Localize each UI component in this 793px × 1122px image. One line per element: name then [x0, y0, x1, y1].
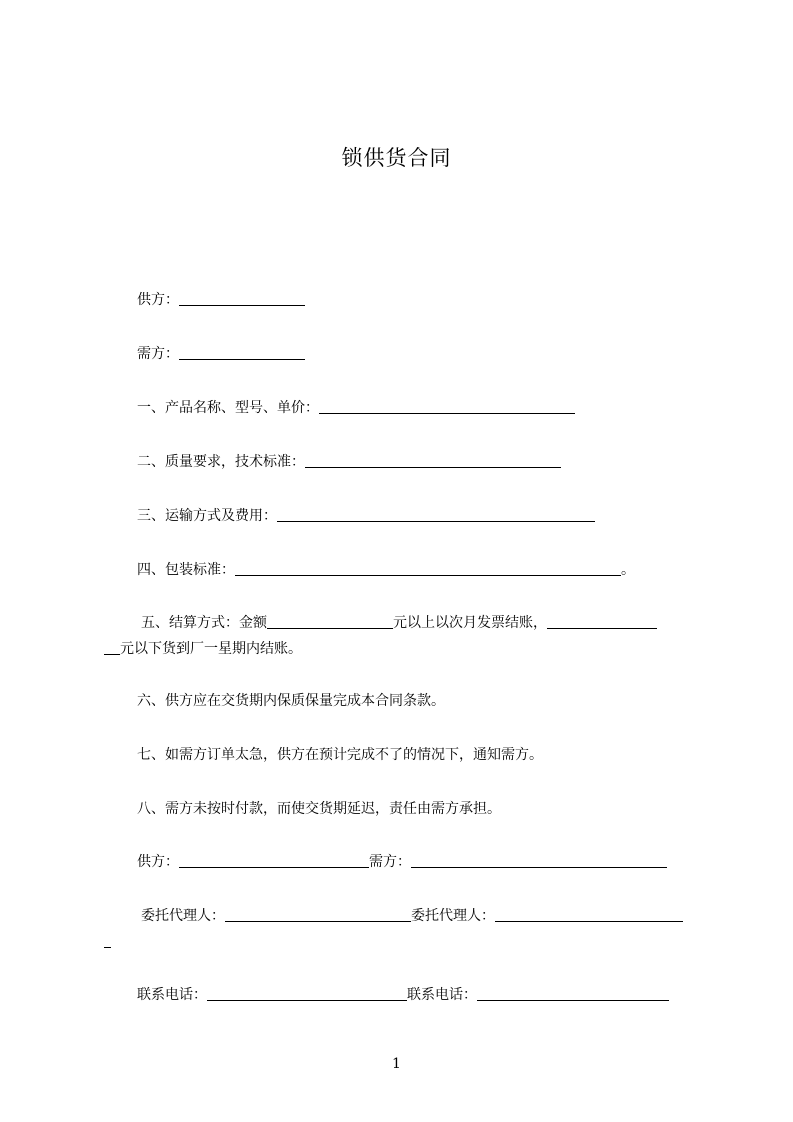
phone-blank-1[interactable]: [207, 986, 407, 1001]
buyer-label: 需方：: [137, 346, 179, 362]
phone-label-2: 联系电话：: [407, 987, 477, 1003]
agent-line-2: [104, 932, 111, 952]
quality-blank[interactable]: [305, 453, 561, 468]
clause-2-label: 二、质量要求，技术标准：: [137, 454, 305, 470]
phone-label-1: 联系电话：: [137, 987, 207, 1003]
signature-supplier-blank[interactable]: [179, 853, 369, 868]
amount-below-blank[interactable]: [547, 614, 657, 629]
agent-blank-1[interactable]: [225, 907, 411, 922]
clause-7-text: 七、如需方订单太急，供方在预计完成不了的情况下，通知需方。: [137, 747, 543, 763]
clause-3: [137, 506, 595, 526]
document-title: 锁供货合同: [341, 146, 452, 170]
phone-line: [137, 985, 669, 1005]
phone-blank-2[interactable]: [477, 986, 669, 1001]
clause-5-end: 元以下货到厂一星期内结账。: [120, 641, 302, 657]
agent-line-1: [141, 906, 683, 926]
clause-6: [137, 691, 445, 711]
transport-blank[interactable]: [277, 507, 595, 522]
clause-8-text: 八、需方未按时付款，而使交货期延迟，责任由需方承担。: [137, 801, 501, 817]
clause-5-line-2: [104, 639, 302, 659]
amount-below-blank-continued[interactable]: [104, 640, 120, 655]
agent-blank-2[interactable]: [495, 907, 683, 922]
page-number: 1: [392, 1056, 401, 1072]
signature-supplier-label: 供方：: [137, 854, 179, 870]
buyer-line: [137, 344, 305, 364]
clause-5-middle: 元以上以次月发票结账，: [393, 615, 547, 631]
clause-7: [137, 745, 543, 765]
buyer-blank[interactable]: [179, 345, 305, 360]
clause-1-label: 一、产品名称、型号、单价：: [137, 400, 319, 416]
amount-blank[interactable]: [267, 614, 393, 629]
supplier-label: 供方：: [137, 292, 179, 308]
clause-4-label: 四、包装标准：: [137, 562, 235, 578]
agent-label-1: 委托代理人：: [141, 908, 225, 924]
signature-buyer-blank[interactable]: [411, 853, 667, 868]
packaging-blank[interactable]: [235, 561, 621, 576]
clause-5-label: 五、结算方式：金额: [141, 615, 267, 631]
clause-4-end: 。: [621, 562, 635, 578]
clause-8: [137, 799, 501, 819]
signature-buyer-label: 需方：: [369, 854, 411, 870]
clause-5-line-1: [141, 613, 657, 633]
clause-1: [137, 398, 575, 418]
signature-parties-line: [137, 852, 667, 872]
clause-3-label: 三、运输方式及费用：: [137, 508, 277, 524]
clause-6-text: 六、供方应在交货期内保质保量完成本合同条款。: [137, 693, 445, 709]
product-info-blank[interactable]: [319, 399, 575, 414]
supplier-line: [137, 290, 305, 310]
clause-4: [137, 560, 635, 580]
clause-2: [137, 452, 561, 472]
supplier-blank[interactable]: [179, 291, 305, 306]
agent-blank-2-continued[interactable]: [104, 933, 111, 948]
agent-label-2: 委托代理人：: [411, 908, 495, 924]
